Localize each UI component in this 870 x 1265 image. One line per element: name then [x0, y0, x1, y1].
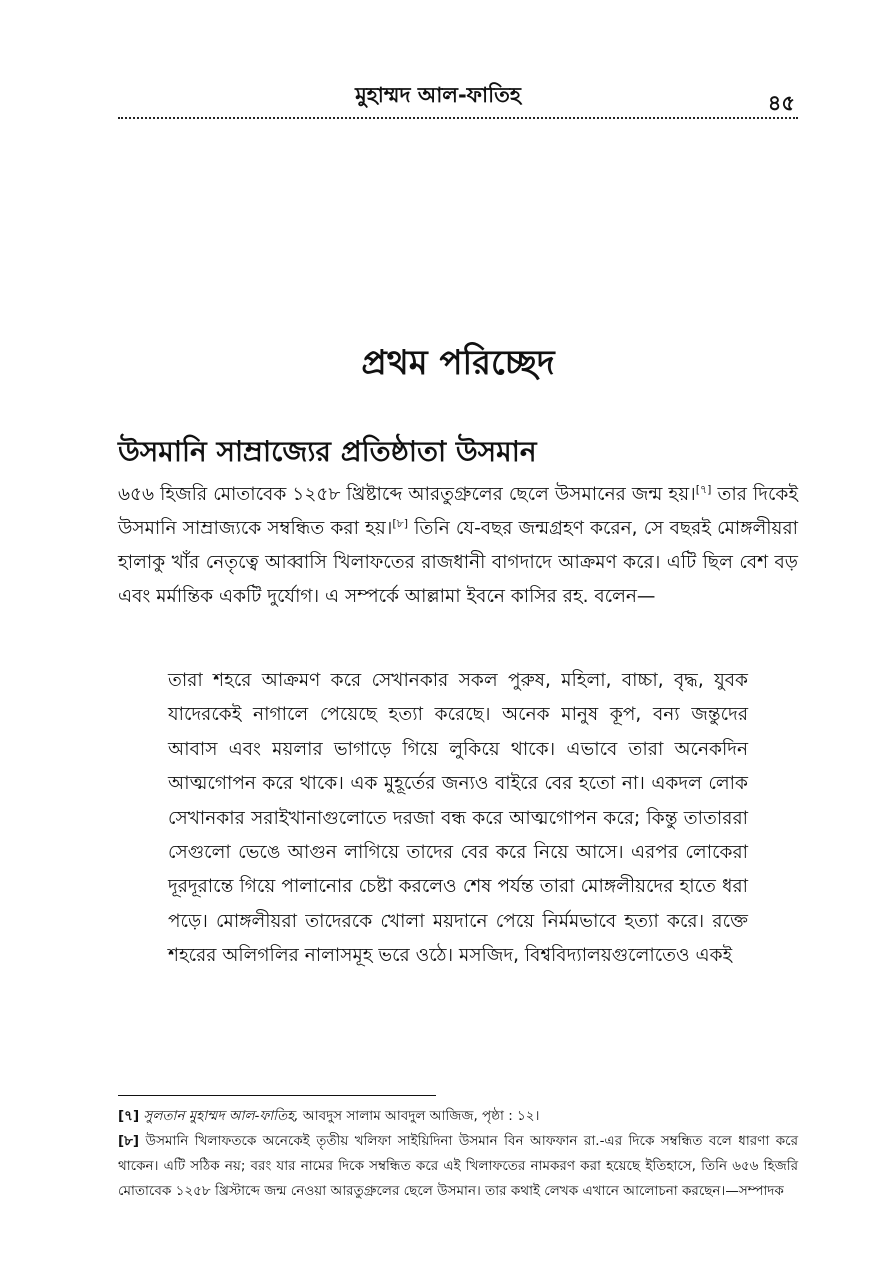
running-header-title: মুহাম্মদ আল-ফাতিহ [355, 83, 521, 107]
footnotes [118, 1104, 798, 1244]
paragraph-text-1: ৬৫৬ হিজরি মোতাবেক ১২৫৮ খ্রিষ্টাব্দে আরতুগ্রুলের ছেলে উসমানের জন্ম হয়। [118, 484, 696, 505]
header-dotted-rule [118, 117, 798, 119]
paragraph-text-2: তার দিকেই উসমানি সাম্রাজ্যকে সম্বন্ধিত করা হয়। [118, 484, 798, 539]
footnote-number: [৮] [118, 1133, 140, 1149]
footnote-book-title: সুলতান মুহাম্মদ আল-ফাতিহ, [139, 1108, 299, 1124]
section-heading: উসমানি সাম্রাজ্যের প্রতিষ্ঠাতা উসমান [118, 435, 537, 468]
block-quote: তারা শহরে আক্রমণ করে সেখানকার সকল পুরুষ, মহিলা, বাচ্চা, বৃদ্ধ, যুবক যাদেরকেই নাগালে পেয়েছে হত্যা করেছে। অনেক মানুষ কূপ, বন্য জন্তুদের আবাস এবং ময়লার ভাগাড়ে গিয়ে লুকিয়ে থাকে। এভাবে তারা অনেকদিন আত্মগোপন করে থাকে। এক মুহূর্তের জন্যও বাইরে বের হতো না। একদল লোক সেখানকার সরাইখানাগুলোতে দরজা বন্ধ করে আত্মগোপন করে; কিন্তু তাতাররা সেগুলো ভেঙে আগুন লাগিয়ে তাদের বের করে নিয়ে আসে। এরপর লোকেরা দূরদূরান্তে গিয়ে পালানোর চেষ্টা করলেও শেষ পর্যন্ত তারা মোঙ্গলীয়দের হাতে ধরা পড়ে। মোঙ্গলীয়রা তাদেরকে খোলা ময়দানে পেয়ে নির্মমভাবে হত্যা করে। রক্তে শহরের অলিগলির নালাসমূহ ভরে ওঠে। মসজিদ, বিশ্ববিদ্যালয়গুলোতেও একই [168, 670, 748, 967]
chapter-title: প্রথম পরিচ্ছেদ [361, 343, 555, 383]
footnote-8 [118, 1129, 798, 1204]
footnote-ref-8[interactable]: [৮] [392, 516, 409, 530]
footnote-text: আবদুস সালাম আবদুল আজিজ, পৃষ্ঠা : ১২। [298, 1108, 540, 1124]
footnote-separator [118, 1095, 436, 1096]
body-paragraph [118, 478, 798, 658]
footnote-7 [118, 1104, 798, 1129]
footnote-ref-7[interactable]: [৭] [695, 482, 712, 496]
footnote-text: উসমানি খিলাফতকে অনেকেই তৃতীয় খলিফা সাইয়িদিনা উসমান বিন আফফান রা.-এর দিকে সম্বন্ধিত বলে ধারণা করে থাকেন। এটি সঠিক নয়; বরং যার নামের দিকে সম্বন্ধিত করে এই খিলাফতের নামকরণ করা হয়েছে ইতিহাসে, তিনি ৬৫৬ হিজরি মোতাবেক ১২৫৮ খ্রিস্টাব্দে জন্ম নেওয়া আরতুগ্রুলের ছেলে উসমান। তার কথাই লেখক এখানে আলোচনা করছেন।—সম্পাদক [118, 1133, 798, 1199]
paragraph-text-3: তিনি যে-বছর জন্মগ্রহণ করেন, সে বছরই মোঙ্গলীয়রা হালাকু খাঁর নেতৃত্বে আব্বাসি খিলাফতের রাজধানী বাগদাদে আক্রমণ করে। এটি ছিল বেশ বড় এবং মর্মান্তিক একটি দুর্যোগ। এ সম্পর্কে আল্লামা ইবনে কাসির রহ. বলেন— [118, 518, 798, 607]
footnote-number: [৭] [118, 1108, 140, 1124]
page-number: ৪৫ [767, 91, 795, 115]
